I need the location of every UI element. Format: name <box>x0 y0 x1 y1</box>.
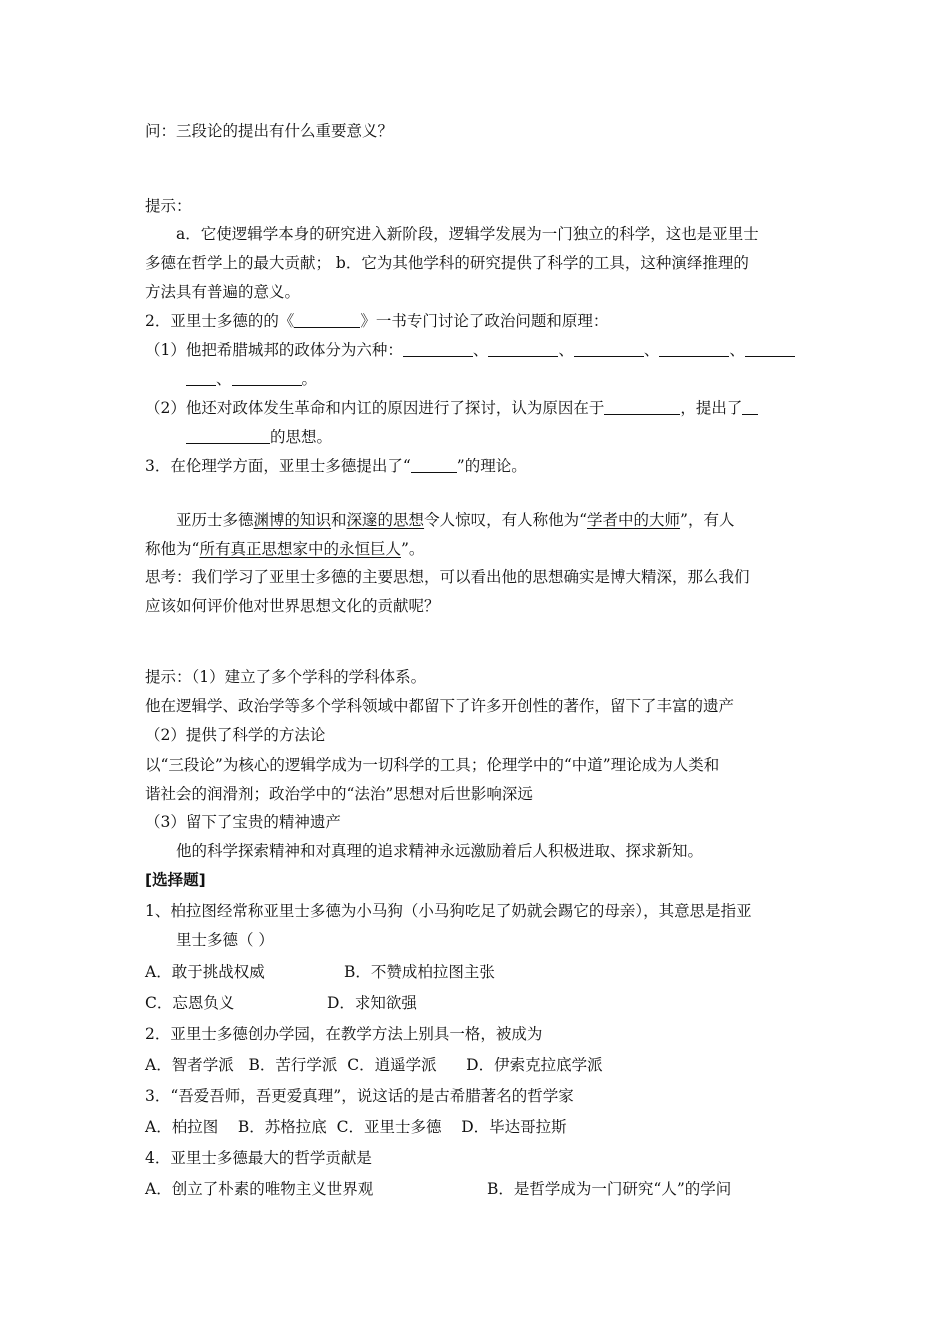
text-segment: （1）他把希腊城邦的政体分为六种： <box>145 341 403 359</box>
question-stem: 4．亚里士多德最大的哲学贡献是 <box>145 1149 372 1167</box>
option-a[interactable]: A．创立了朴素的唯物主义世界观 <box>145 1180 374 1198</box>
blank-field[interactable] <box>294 312 360 328</box>
praise-paragraph-cont <box>145 539 424 559</box>
blank-field[interactable] <box>186 428 270 444</box>
text-segment: 。 <box>301 370 318 388</box>
option-b[interactable]: B．不赞成柏拉图主张 <box>344 963 495 981</box>
blank-field[interactable] <box>742 399 758 415</box>
option-row[interactable]: A．智者学派 B．苦行学派 C．逍遥学派 D．伊索克拉底学派 <box>145 1056 603 1074</box>
separator: 、 <box>729 341 745 359</box>
separator: 、 <box>472 341 489 359</box>
blank-field[interactable] <box>745 341 795 357</box>
option-a[interactable]: A．敢于挑战权威 <box>145 963 265 981</box>
praise-paragraph <box>176 510 734 530</box>
text-segment: 的思想。 <box>270 428 333 446</box>
question-stem: 3．“吾爱吾师，吾更爱真理”，说这话的是古希腊著名的哲学家 <box>145 1087 574 1105</box>
think-question: 应该如何评价他对世界思想文化的贡献呢？ <box>145 597 440 615</box>
question-intro: 问：三段论的提出有什么重要意义？ <box>145 122 394 140</box>
hint-line: 谐社会的润滑剂；政治学中的“法治”思想对后世影响深远 <box>145 785 533 803</box>
question-stem: 里士多德（ ） <box>176 931 274 949</box>
blank-field[interactable] <box>604 399 680 415</box>
text-segment: 3．在伦理学方面，亚里士多德提出了“ <box>145 457 411 475</box>
fill-item-regimes-cont <box>186 369 317 389</box>
blank-field[interactable] <box>659 341 729 357</box>
hint-line: 多德在哲学上的最大贡献； b．它为其他学科的研究提供了科学的工具，这种演绎推理的 <box>145 254 749 272</box>
underlined-phrase: 所有真正思想家中的永恒巨人 <box>199 540 401 558</box>
hint-label: 提示： <box>145 197 192 215</box>
blank-field[interactable] <box>411 457 457 473</box>
text-segment: 和 <box>331 511 347 529</box>
hint-line: 他在逻辑学、政治学等多个学科领域中都留下了许多开创性的著作，留下了丰富的遗产 <box>145 697 735 715</box>
hint-line: （2）提供了科学的方法论 <box>145 726 326 744</box>
hint-line: a．它使逻辑学本身的研究进入新阶段，逻辑学发展为一门独立的科学，这也是亚里士 <box>176 225 759 243</box>
hint-line: （3）留下了宝贵的精神遗产 <box>145 813 341 831</box>
underlined-phrase: 深邃的思想 <box>346 511 425 529</box>
blank-field[interactable] <box>488 341 558 357</box>
separator: 、 <box>643 341 660 359</box>
text-segment: 亚历士多德 <box>176 511 254 529</box>
blank-field[interactable] <box>403 341 473 357</box>
text-segment: （2）他还对政体发生革命和内讧的原因进行了探讨，认为原因在于 <box>145 399 605 417</box>
text-segment: 称他为“ <box>145 540 200 558</box>
question-stem: 1、柏拉图经常称亚里士多德为小马狗（小马狗吃足了奶就会踢它的母亲），其意思是指亚 <box>145 902 752 920</box>
section-title: [选择题] <box>145 871 206 889</box>
fill-item-ethics <box>145 456 527 476</box>
hint-line: 以“三段论”为核心的逻辑学成为一切科学的工具；伦理学中的“中道”理论成为人类和 <box>145 756 720 774</box>
fill-item-revolution <box>145 398 758 418</box>
hint-line: 提示：（1）建立了多个学科的学科体系。 <box>145 668 427 686</box>
hint-line: 方法具有普遍的意义。 <box>145 283 301 301</box>
blank-field[interactable] <box>186 370 216 386</box>
text-segment: 令人惊叹，有人称他为“ <box>424 511 587 529</box>
underlined-phrase: 学者中的大师 <box>587 511 681 529</box>
text-segment: 》一书专门讨论了政治问题和原理： <box>360 312 609 330</box>
question-stem: 2．亚里士多德创办学园，在教学方法上别具一格，被成为 <box>145 1025 543 1043</box>
text-segment: ，提出了 <box>680 399 743 417</box>
text-segment: ”，有人 <box>680 511 735 529</box>
fill-item-politics <box>145 311 608 331</box>
option-b[interactable]: B．是哲学成为一门研究“人”的学问 <box>487 1180 732 1198</box>
separator: 、 <box>558 341 574 359</box>
fill-item-regimes <box>145 340 795 360</box>
blank-field[interactable] <box>574 341 644 357</box>
think-question: 思考：我们学习了亚里士多德的主要思想，可以看出他的思想确实是博大精深，那么我们 <box>145 568 750 586</box>
separator: 、 <box>216 370 232 388</box>
option-c[interactable]: C．忘恩负义 <box>145 994 235 1012</box>
option-d[interactable]: D．求知欲强 <box>327 994 417 1012</box>
text-segment: ”。 <box>400 540 425 558</box>
text-segment: ”的理论。 <box>456 457 527 475</box>
hint-line: 他的科学探索精神和对真理的追求精神永远激励着后人积极进取、探求新知。 <box>176 842 704 860</box>
blank-field[interactable] <box>232 370 302 386</box>
fill-item-revolution-cont <box>186 427 332 447</box>
underlined-phrase: 渊博的知识 <box>253 511 332 529</box>
option-row[interactable]: A．柏拉图 B．苏格拉底 C．亚里士多德 D．毕达哥拉斯 <box>145 1118 567 1136</box>
text-segment: 2．亚里士多德的的《 <box>145 312 295 330</box>
